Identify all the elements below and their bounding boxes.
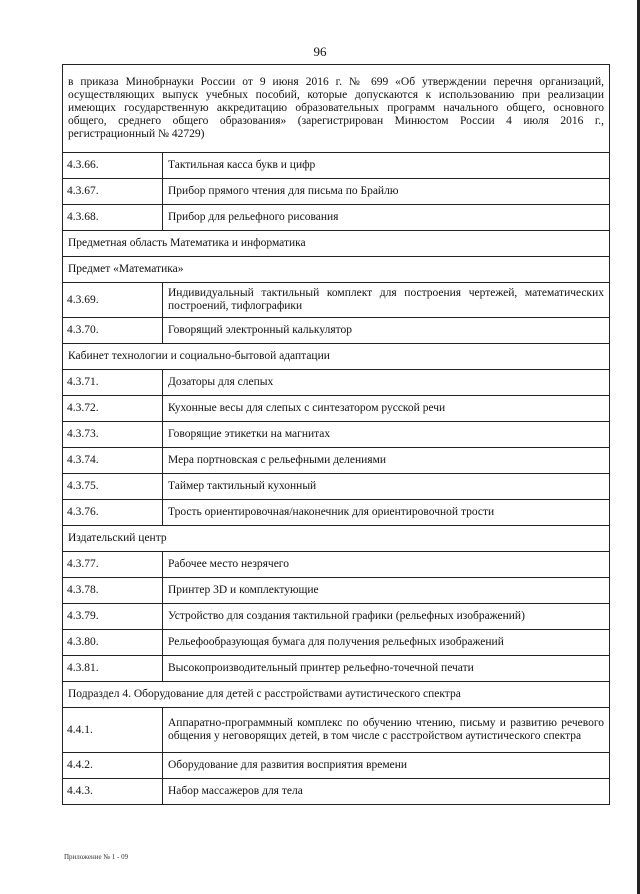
item-number: 4.3.76. (63, 500, 163, 526)
item-name: Оборудование для развития восприятия времени (163, 753, 610, 779)
item-number: 4.3.81. (63, 656, 163, 682)
table-row (63, 753, 610, 779)
item-name: Кухонные весы для слепых с синтезатором русской речи (163, 396, 610, 422)
item-number: 4.3.80. (63, 630, 163, 656)
item-name: Устройство для создания тактильной графики (рельефных изображений) (163, 604, 610, 630)
table-row (63, 283, 610, 318)
intro-text: в приказа Минобрнауки России от 9 июня 2016 г. № 699 «Об утверждении перечня организаций, осуществляющих выпуск учебных пособий, которые допускаются к использованию при реализации имеющих государственную аккредитацию образовательных программ начального общего, основного общего, среднего общего образования» (зарегистрирован Минюстом России 4 июля 2016 г., регистрационный № 42729) (63, 65, 610, 153)
item-number: 4.3.69. (63, 283, 163, 318)
item-number: 4.3.67. (63, 179, 163, 205)
item-name: Индивидуальный тактильный комплект для построения чертежей, математических построений, тифлографики (163, 283, 610, 318)
table-row (63, 396, 610, 422)
item-name: Говорящий электронный калькулятор (163, 318, 610, 344)
item-number: 4.3.77. (63, 552, 163, 578)
table-row (63, 205, 610, 231)
table-row (63, 630, 610, 656)
item-name: Тактильная касса букв и цифр (163, 153, 610, 179)
item-name: Прибор прямого чтения для письма по Брайлю (163, 179, 610, 205)
page-number: 96 (313, 44, 327, 59)
section-row (63, 344, 610, 370)
intro-row (63, 65, 610, 153)
item-name: Мера портновская с рельефными делениями (163, 448, 610, 474)
footer-note: Приложение № 1 - 09 (64, 853, 129, 861)
item-name: Высокопроизводительный принтер рельефно-точечной печати (163, 656, 610, 682)
equipment-table (62, 64, 610, 805)
table-row (63, 779, 610, 805)
table-row (63, 422, 610, 448)
item-name: Трость ориентировочная/наконечник для ориентировочной трости (163, 500, 610, 526)
item-name: Рабочее место незрячего (163, 552, 610, 578)
table-row (63, 370, 610, 396)
item-number: 4.4.2. (63, 753, 163, 779)
section-row (63, 682, 610, 708)
item-number: 4.3.70. (63, 318, 163, 344)
item-number: 4.3.66. (63, 153, 163, 179)
item-name: Говорящие этикетки на магнитах (163, 422, 610, 448)
item-name: Рельефообразующая бумага для получения рельефных изображений (163, 630, 610, 656)
table-row (63, 552, 610, 578)
table-row (63, 153, 610, 179)
item-number: 4.3.78. (63, 578, 163, 604)
item-number: 4.4.3. (63, 779, 163, 805)
section-heading: Предметная область Математика и информатика (63, 231, 610, 257)
section-row (63, 231, 610, 257)
item-name: Набор массажеров для тела (163, 779, 610, 805)
item-name: Дозаторы для слепых (163, 370, 610, 396)
item-number: 4.3.72. (63, 396, 163, 422)
table-row (63, 500, 610, 526)
table-row (63, 474, 610, 500)
item-number: 4.3.79. (63, 604, 163, 630)
item-number: 4.3.68. (63, 205, 163, 231)
item-name: Таймер тактильный кухонный (163, 474, 610, 500)
item-number: 4.3.71. (63, 370, 163, 396)
item-name: Принтер 3D и комплектующие (163, 578, 610, 604)
item-number: 4.3.73. (63, 422, 163, 448)
table-row (63, 448, 610, 474)
item-name: Аппаратно-программный комплекс по обучению чтению, письму и развитию речевого общения у неговорящих детей, в том числе с расстройством аутистического спектра (163, 708, 610, 753)
item-number: 4.3.74. (63, 448, 163, 474)
item-number: 4.3.75. (63, 474, 163, 500)
section-heading: Подраздел 4. Оборудование для детей с расстройствами аутистического спектра (63, 682, 610, 708)
table-row (63, 656, 610, 682)
table-row (63, 179, 610, 205)
section-heading: Кабинет технологии и социально-бытовой адаптации (63, 344, 610, 370)
table-row (63, 708, 610, 753)
table-row (63, 318, 610, 344)
table-row (63, 604, 610, 630)
table-row (63, 578, 610, 604)
section-heading: Издательский центр (63, 526, 610, 552)
section-row (63, 526, 610, 552)
section-row (63, 257, 610, 283)
item-name: Прибор для рельефного рисования (163, 205, 610, 231)
section-heading: Предмет «Математика» (63, 257, 610, 283)
item-number: 4.4.1. (63, 708, 163, 753)
